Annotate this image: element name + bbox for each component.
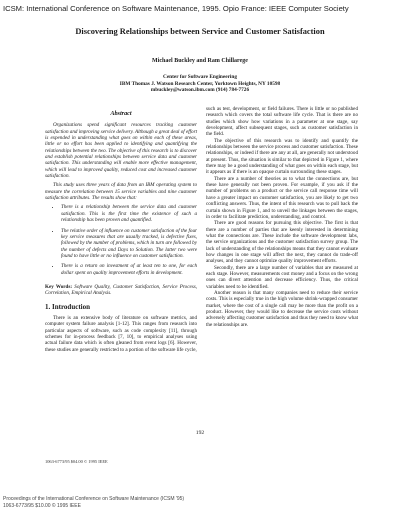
affiliation-line: IBM Thomas J. Watson Research Center, Yorktown Heights, NY 10598	[119, 80, 281, 87]
paper-authors: Michael Buckley and Ram Chillarege	[152, 58, 248, 64]
author-affiliation	[0, 74, 400, 94]
finding-item: • The relative order of influence on customer satisfaction of the four key service measures that are usually tracked, is defective fixes, followed by the number of problems, which in turn are followed by the number of defects and Days to Solution. The latter two were found to have little or no influence on customer satisfaction.	[61, 228, 197, 260]
body-paragraph: There are a number of theories as to what the connections are, but these have generally not been proven. For example, if you ask if the number of problems on a product or the service call response time will have a greater impact on customer satisfaction, you are likely to get two conflicting answers. Thus, the intent of this research was to pull back the curtain shown in Figure 1, and to unveil the linkages between the stages, in order to facilitate prediction, understanding, and control.	[206, 175, 358, 220]
footer-line: Proceedings of the International Conference on Software Maintenance (ICSM '95)	[3, 496, 185, 502]
proceedings-footer	[3, 496, 184, 509]
body-paragraph: Secondly, there are a large number of variables that are measured at each stage. However, measurements cost money and a focus on the wrong ones can divert attention and decrease efficiency. Thus, the critical variables need to be identified.	[206, 264, 358, 290]
footer-line: 1063-6773/95 $10.00 © 1995 IEEE	[3, 502, 81, 509]
affiliation-line: mbuckley@watson.ibm.com (914) 784-7726	[150, 87, 250, 94]
copyright-line: 1063-6773/95 $04.00 © 1995 IEEE	[45, 459, 108, 464]
body-paragraph: There are good reasons for pursuing this objective. The first is that there are a number of parties that are keenly interested in determining what the connections are. These include the software development labs, the service organizations and the customer satisfaction survey group. The lack of understanding of the relationships means that they cannot evaluate how changes in one stage will affect the next, they cannot do trade-off analyses, and they cannot optimize quality improvement efforts.	[206, 220, 358, 265]
body-paragraph: Another reason is that many companies need to reduce their service costs. This is especially true in the high volume shrink-wrapped consumer market, where the cost of a single call may be more than the profit on a product. However, they would like to decrease the service costs without adversely affecting customer satisfaction and thus they need to know what the relationships are.	[206, 289, 358, 328]
finding-item: • There is a return on investment of at least ten to one, for each dollar spent on quality improvement efforts in development.	[61, 263, 197, 276]
body-paragraph: such as test, development, or field failures. There is little or no published research which covers the total software life cycle. That is there are no studies which show how variations in a parameter at one stage, say development, affect subsequent stages, such as customer satisfaction in the field.	[206, 106, 358, 138]
intro-paragraph: There is an extensive body of literature on software metrics, and computer system failure analysis [1-12]. This ranges from research into particular aspects of software, such as code complexity [11], through schemes for in-process feedback [7, 10], to empirical analyses using actual failure data which is often gleaned from event logs [6]. However, these studies are generally restricted to a portion of the software life cycle,	[45, 314, 197, 353]
left-column	[45, 106, 197, 353]
venue-banner: ICSM: International Conference on Software Maintenance, 1995. Opio France: IEEE Computer Society	[3, 4, 349, 13]
abstract-paragraph: Organizations spend significant resources tracking customer satisfaction and improving service delivery. Although a great deal of effort is expended in understanding what goes on within each of these areas, little or no effort has been applied to identifying and quantifying the relationships between the two. The objective of this research is to discover and establish potential relationships between service data and customer satisfaction. This understanding will enable more effective management, which will lead to improved quality, reduced cost and increased customer satisfaction.	[45, 122, 197, 180]
paper-title: Discovering Relationships between Service and Customer Satisfaction	[75, 27, 325, 36]
keywords-text: Software Quality, Customer Satisfaction, Service Process, Correlation, Empirical Analysis.	[45, 283, 197, 297]
right-column	[206, 106, 358, 328]
section-heading-introduction: 1. Introduction	[45, 302, 90, 311]
page-number: 192	[195, 430, 205, 436]
abstract-heading: Abstract	[110, 110, 132, 117]
body-paragraph: The objective of this research was to identify and quantify the relationships between the service process and customer satisfaction. These relationships, or indeed if there are any at all, are generally not understood at present. Thus, the situation is similar to that depicted in Figure 1, where there may be a good understanding of what goes on within each stage, but it appears as if there is an opaque curtain surrounding these stages.	[206, 137, 358, 176]
findings-list	[45, 204, 197, 275]
affiliation-line: Center for Software Engineering	[163, 74, 237, 80]
keywords	[45, 284, 197, 297]
finding-item: • There is a relationship between the service data and customer satisfaction. This is the first time the existence of such a relationship has been proven and quantified.	[61, 204, 197, 223]
abstract-paragraph: This study uses three years of data from an IBM operating system to measure the correlation between 15 service variables and nine customer satisfaction attributes. The results show that:	[45, 182, 197, 202]
keywords-label: Key Words:	[45, 283, 73, 290]
